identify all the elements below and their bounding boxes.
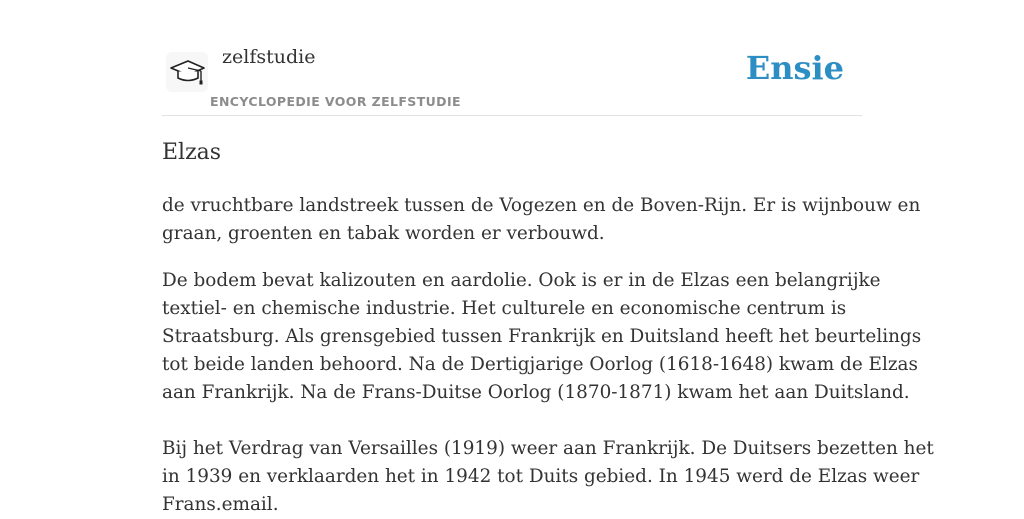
- article-paragraph-1: [162, 192, 921, 248]
- paragraph-line: De bodem bevat kalizouten en aardolie. Ook is er in de Elzas een belangrijke: [162, 270, 881, 291]
- paragraph-line: Straatsburg. Als grensgebied tussen Frankrijk en Duitsland heeft het beurtelings: [162, 326, 922, 347]
- article-title: Elzas: [162, 140, 222, 165]
- graduation-cap-icon[interactable]: [166, 52, 208, 92]
- article-paragraph-3: [162, 435, 934, 519]
- site-tagline: ENCYCLOPEDIE VOOR ZELFSTUDIE: [210, 94, 461, 109]
- paragraph-line: graan, groenten en tabak worden er verbouwd.: [162, 223, 605, 244]
- ensie-logo-link[interactable]: Ensie: [745, 49, 844, 87]
- paragraph-line: textiel- en chemische industrie. Het culturele en economische centrum is: [162, 298, 847, 319]
- page: [162, 0, 934, 515]
- site-brand-link[interactable]: zelfstudie: [222, 46, 316, 68]
- paragraph-line: tot beide landen behoord. Na de Dertigjarige Oorlog (1618-1648) kwam de Elzas: [162, 354, 918, 375]
- site-header: [162, 0, 862, 116]
- paragraph-line: in 1939 en verklaarden het in 1942 tot Duits gebied. In 1945 werd de Elzas weer: [162, 466, 920, 487]
- paragraph-line: Frans.email.: [162, 494, 279, 515]
- paragraph-line: aan Frankrijk. Na de Frans-Duitse Oorlog (1870-1871) kwam het aan Duitsland.: [162, 382, 910, 403]
- paragraph-line: de vruchtbare landstreek tussen de Vogezen en de Boven-Rijn. Er is wijnbouw en: [162, 195, 921, 216]
- article-paragraph-2: [162, 267, 922, 407]
- paragraph-line: Bij het Verdrag van Versailles (1919) weer aan Frankrijk. De Duitsers bezetten het: [162, 438, 934, 459]
